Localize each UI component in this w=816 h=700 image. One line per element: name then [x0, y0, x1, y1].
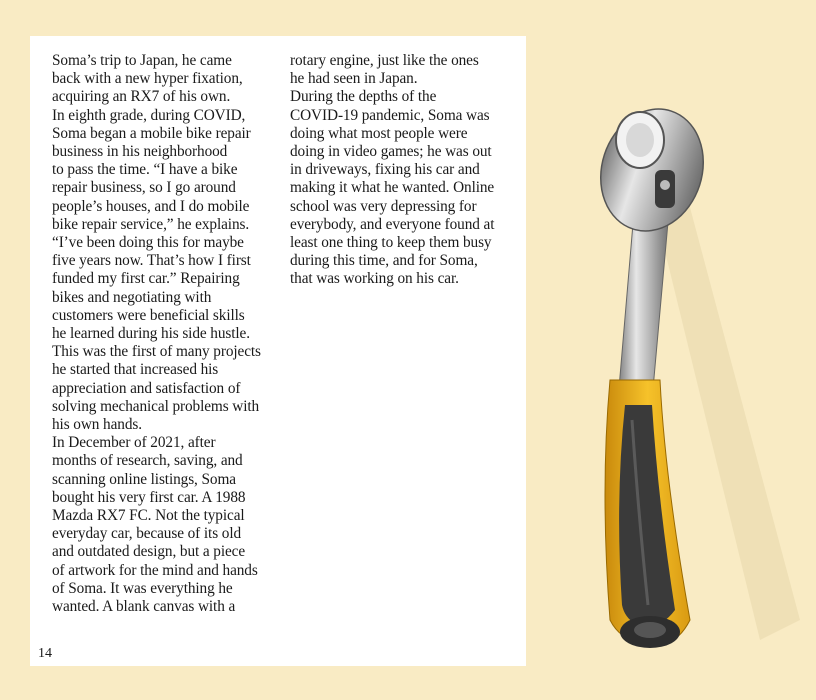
page-number: 14: [38, 646, 52, 661]
article-column-right: rotary engine, just like the ones he had seen in Japan. During the depths of the COVID-19 pandemic, Soma was doing what most people were doing in video games; he was out in driveways, fixing his car and making it what he wanted. Online school was very depressing for everybody, and everyone found at least one thing to keep them busy during this time, and for Soma, that was working on his car.: [290, 52, 495, 288]
ratchet-wrench-icon: [540, 60, 810, 660]
page-sheet: [30, 36, 526, 666]
article-column-left: Soma’s trip to Japan, he came back with a new hyper fixation, acquiring an RX7 of his own. In eighth grade, during COVID, Soma began a mobile bike repair business in his neighborhood to pass the time. “I have a bike repair business, so I go around people’s houses, and I do mobile bike repair service,” he explains. “I’ve been doing this for maybe five years now. That’s how I first funded my first car.” Repairing bikes and negotiating with customers were beneficial skills he learned during his side hustle. This was the first of many projects he started that increased his appreciation and satisfaction of solving mechanical problems with his own hands. In December of 2021, after months of research, saving, and scanning online listings, Soma bought his very first car. A 1988 Mazda RX7 FC. Not the typical everyday car, because of its old and outdated design, but a piece of artwork for the mind and hands of Soma. It was everything he wanted. A blank canvas with a: [52, 52, 261, 616]
